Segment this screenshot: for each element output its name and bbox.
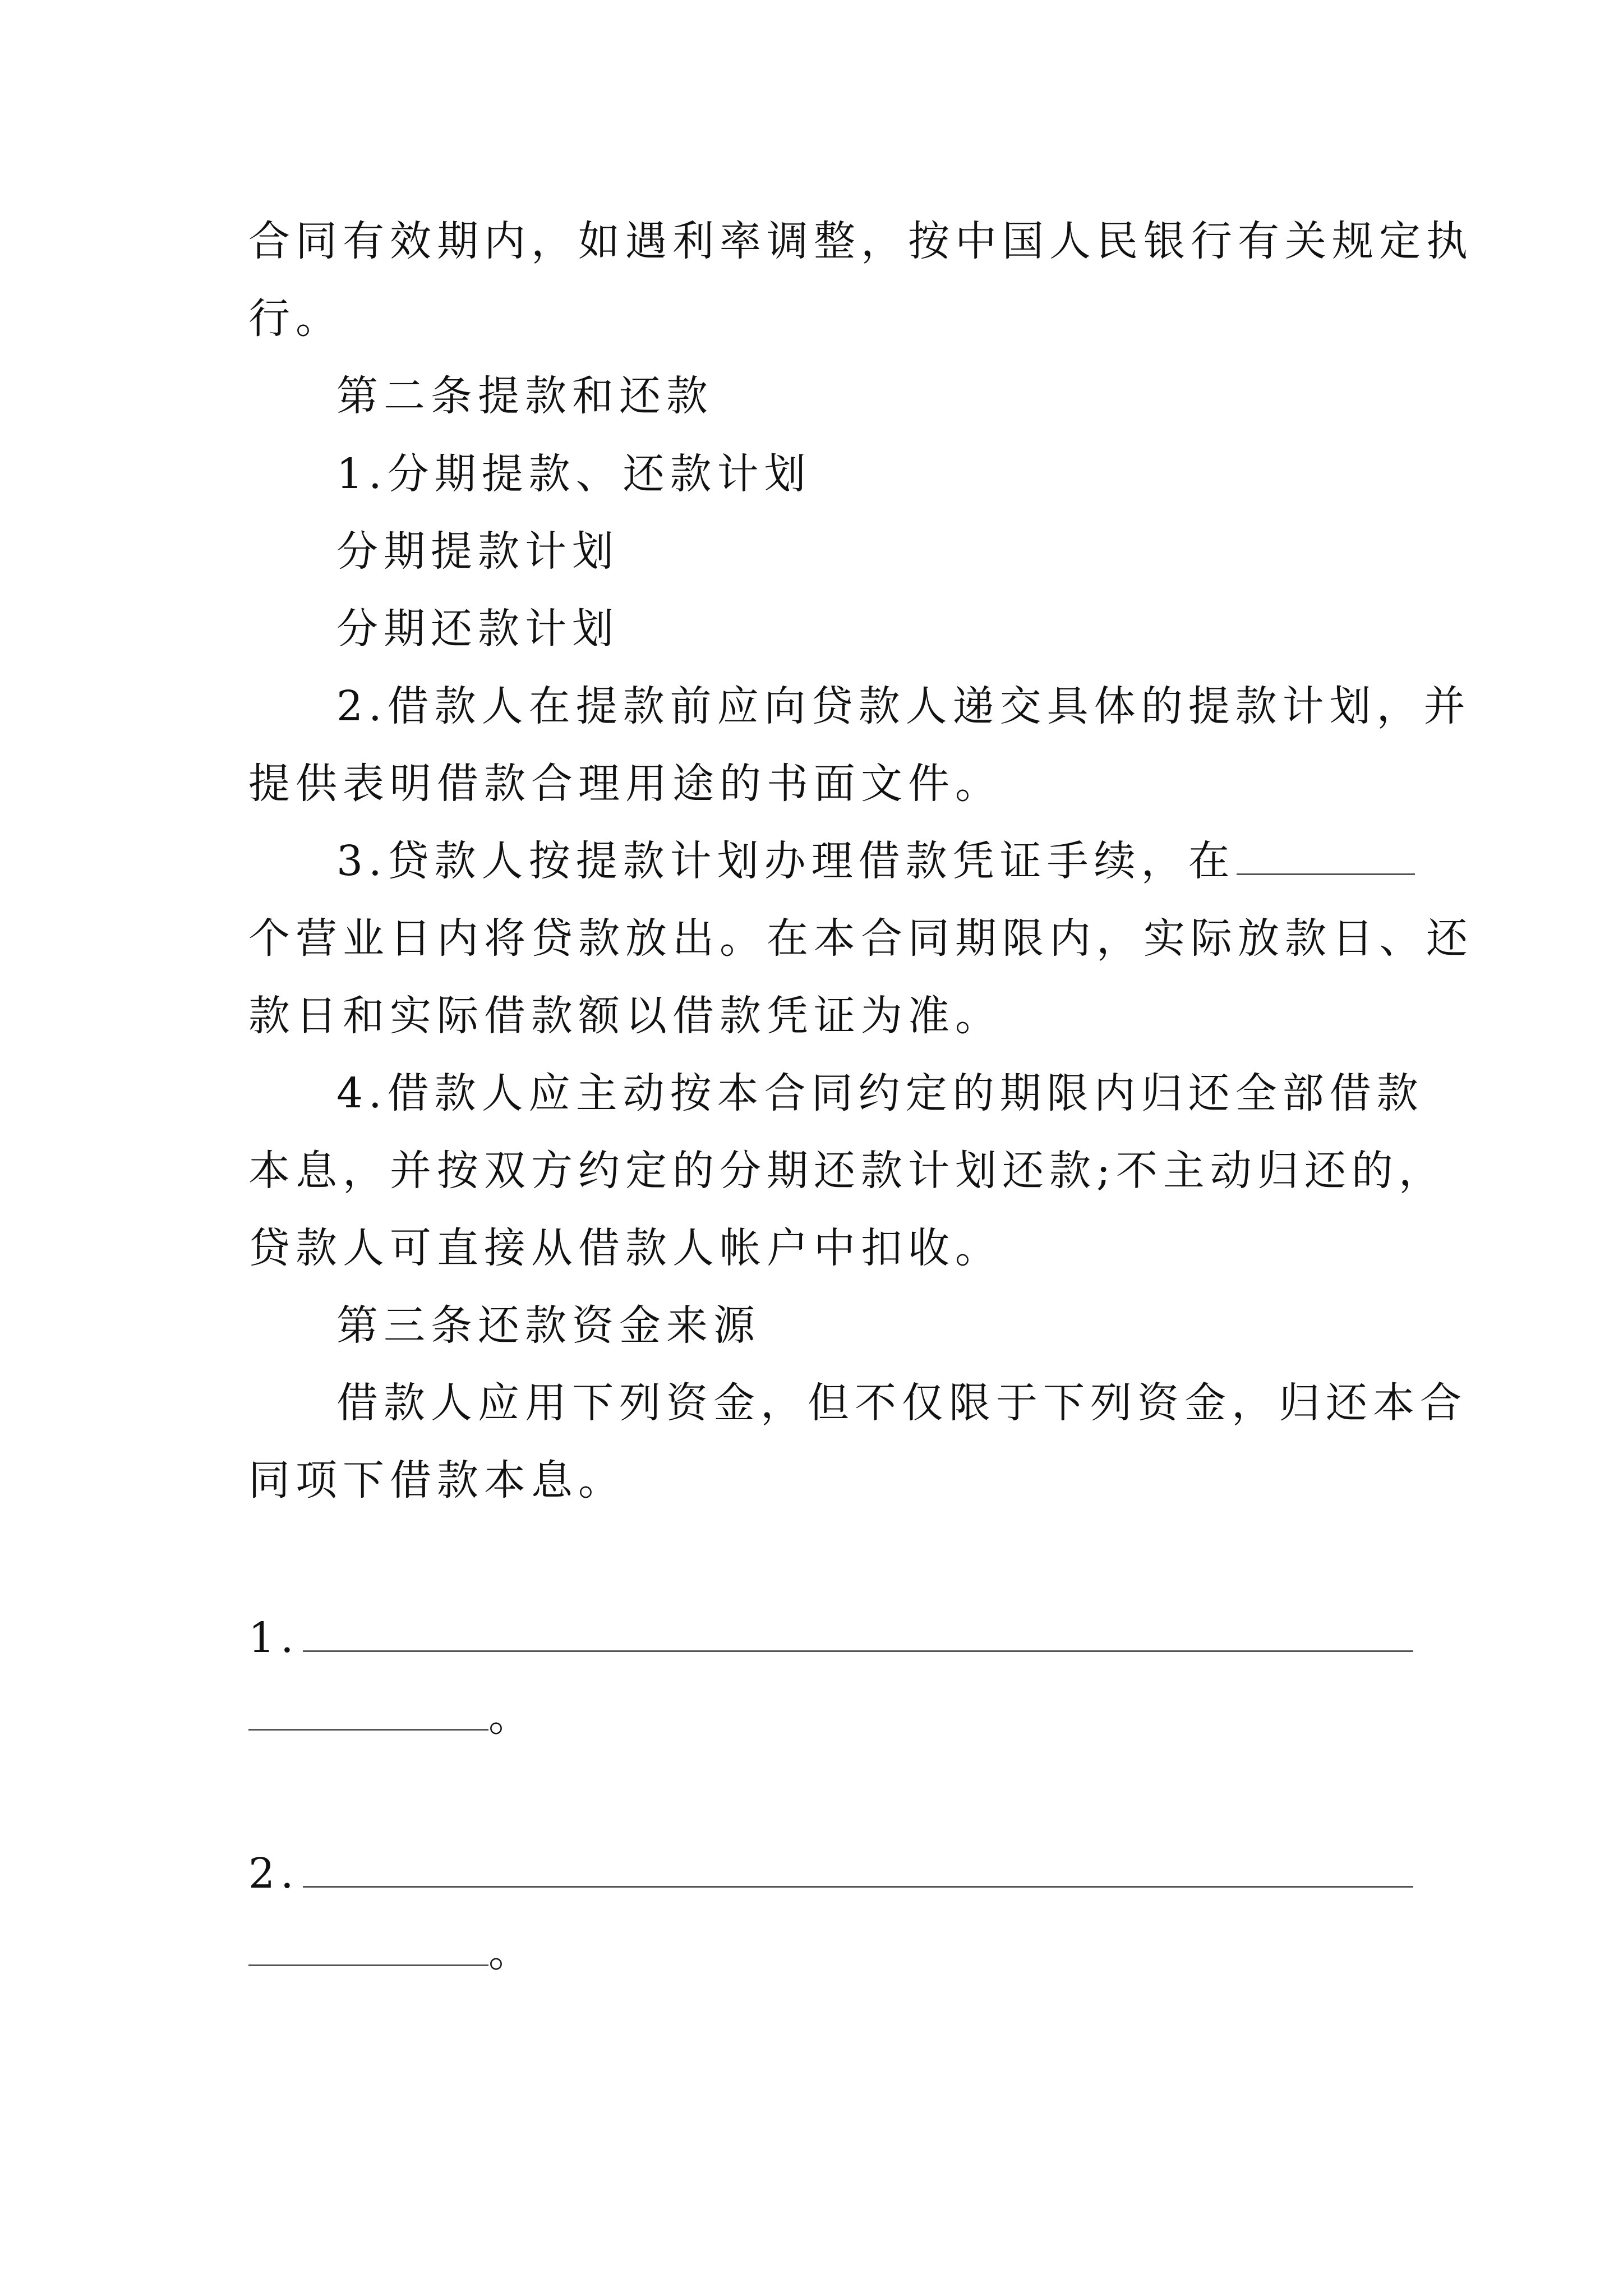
text-line: 合同有效期内，如遇利率调整，按中国人民银行有关规定执 [248, 217, 1473, 265]
blank-item-1 [248, 1610, 1413, 1666]
fill-in-blank[interactable] [303, 1611, 1413, 1652]
blank-item-1-continued [248, 1688, 536, 1745]
text-line: 提供表明借款合理用途的书面文件。 [248, 760, 1002, 808]
text-line: 分期提款计划 [336, 527, 619, 576]
text-line: 1.分期提款、还款计划 [336, 450, 811, 498]
text-line: 款日和实际借款额以借款凭证为准。 [248, 992, 1002, 1040]
fill-in-blank[interactable] [248, 1690, 488, 1731]
text-segment: 3.贷款人按提款计划办理借款凭证手续，在 [336, 837, 1235, 885]
item-end: 。 [488, 1928, 536, 1976]
item-number: 1. [248, 1614, 299, 1662]
blank-item-2 [248, 1846, 1413, 1902]
text-line: 4.借款人应主动按本合同约定的期限内归还全部借款 [336, 1069, 1424, 1117]
item-end: 。 [488, 1692, 536, 1741]
fill-in-blank[interactable] [1237, 834, 1415, 875]
item-number: 2. [248, 1849, 299, 1898]
section-heading: 第二条提款和还款 [336, 372, 713, 420]
fill-in-blank[interactable] [248, 1925, 488, 1966]
text-line: 同项下借款本息。 [248, 1456, 625, 1504]
text-line: 个营业日内将贷款放出。在本合同期限内，实际放款日、还 [248, 914, 1473, 963]
blank-item-2-continued [248, 1924, 536, 1980]
text-line: 2.借款人在提款前应向贷款人递交具体的提款计划，并 [336, 682, 1471, 730]
fill-in-blank[interactable] [303, 1847, 1413, 1888]
text-line: 行。 [248, 295, 343, 343]
text-line: 借款人应用下列资金，但不仅限于下列资金，归还本合 [336, 1379, 1467, 1427]
text-line-with-blank [336, 833, 1415, 889]
text-line: 贷款人可直接从借款人帐户中扣收。 [248, 1224, 1002, 1272]
section-heading: 第三条还款资金来源 [336, 1301, 760, 1350]
text-line: 分期还款计划 [336, 605, 619, 653]
text-line: 本息，并按双方约定的分期还款计划还款;不主动归还的， [248, 1147, 1446, 1195]
